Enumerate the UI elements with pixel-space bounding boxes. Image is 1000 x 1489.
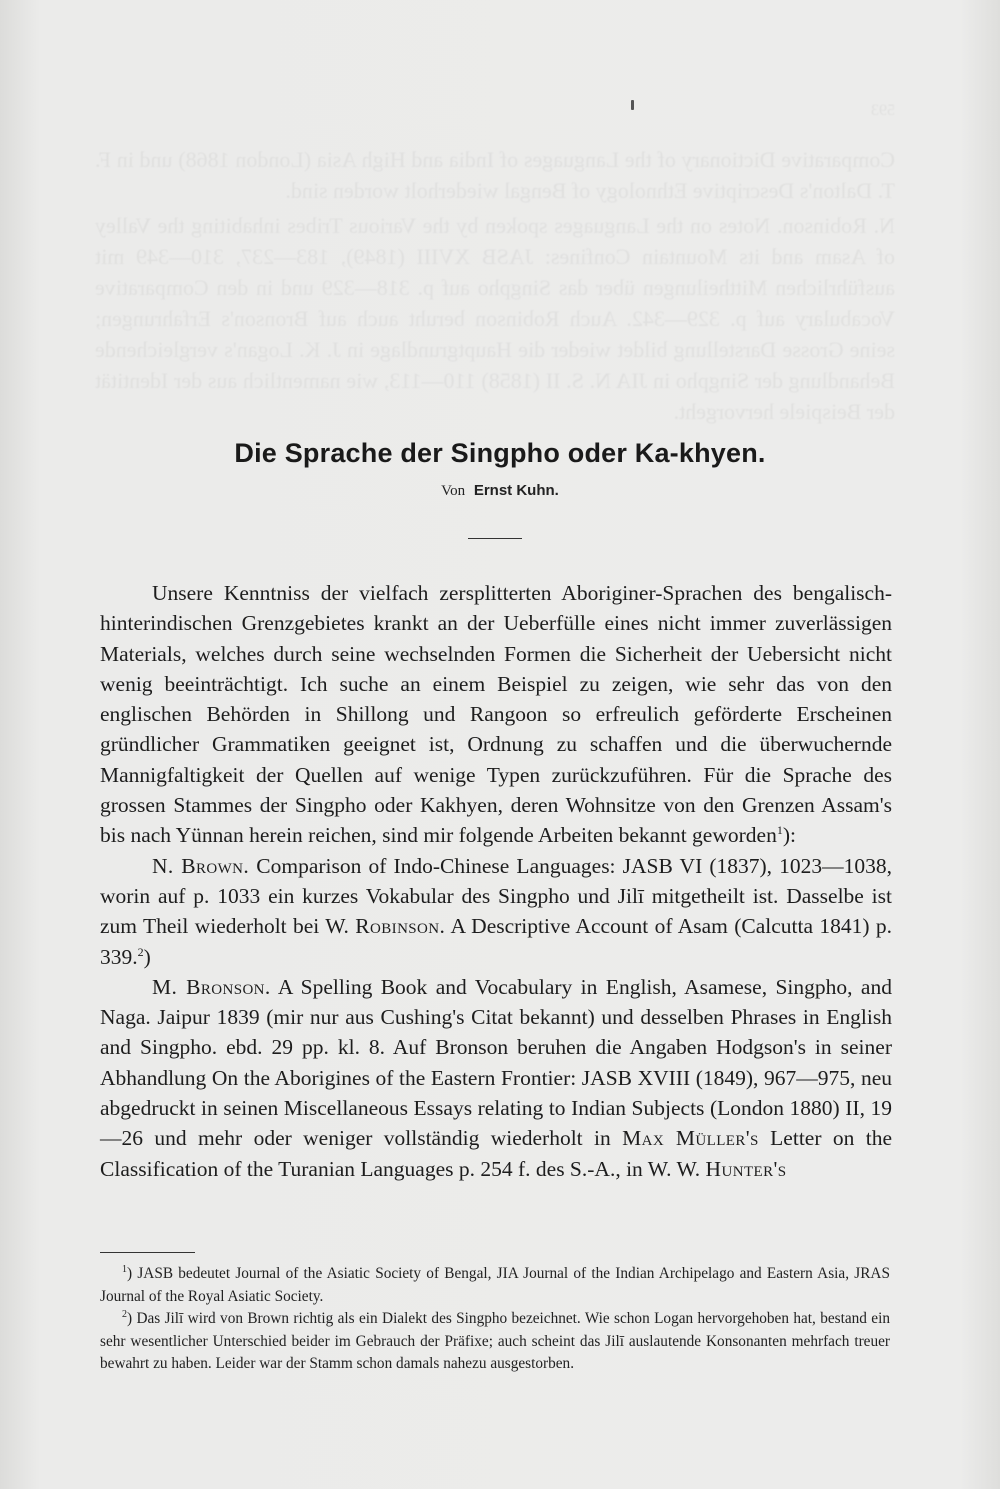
paragraph-bronson-text-b: Letter on the Classification of the Turanian Languages p. 254 f. des S.-A., in W. W. (100, 1126, 893, 1181)
cited-author: Hunter's (705, 1156, 787, 1181)
cited-author: M. Bronson. (152, 974, 271, 999)
paragraph-brown-text-b: A Descriptive Account of Asam (Calcutta 1841) p. 339. (100, 914, 892, 969)
author-prefix: Von (441, 483, 466, 499)
paragraph-bronson (100, 972, 892, 1184)
cited-author: Max Müller's (622, 1126, 759, 1151)
footnote-text: JASB bedeutet Journal of the Asiatic Society of Bengal, JIA Journal of the Indian Archipelago and Eastern Asia, JRAS Journal of the Royal Asiatic Society. (100, 1265, 890, 1305)
author-line (0, 482, 1000, 500)
footnote-divider (100, 1252, 195, 1253)
footnote-ref: 1 (776, 823, 783, 838)
author-name: Ernst Kuhn. (473, 482, 559, 499)
footnote-ref: 2 (137, 944, 144, 959)
cited-author: Robinson. (355, 914, 446, 939)
article-title: Die Sprache der Singpho oder Ka-khyen. (234, 438, 766, 468)
paragraph-brown-end: ) (143, 944, 151, 969)
paragraph-intro (100, 578, 892, 851)
footnote-2: $^2$) Das Jilī wird von Brown richtig als ein Dialekt des Singpho bezeichnet. Wie schon Logan hervorgehoben hat, bestand ein sehr wesentlicher Unterschied beider im Gebrauch der Präfixe; auch scheint das Jilī auslautende Konsonanten mehrfach treuer bewahrt zu haben. Leider war der Stamm schon damals nahezu ausgestorben. (100, 1308, 890, 1372)
footnote-marker: 1 (122, 1263, 127, 1275)
paragraph-bronson-text-a: A Spelling Book and Vocabulary in English, Asamese, Singpho, and Naga. Jaipur 1839 (mir nur aus Cushing's Citat bekannt) und desselben Phrases in English and Singpho. ebd. 29 pp. kl. 8. Auf Bronson beruhen die Angaben Hodgson's in seiner Abhandlung On the Aborigines of the Eastern Frontier: JASB XVIII (1849), 967—975, neu abgedruckt in seinen Miscellaneous Essays relating to Indian Subjects (London 1880) II, 19—26 und mehr oder weniger vollständig wiederholt in (100, 974, 892, 1151)
bleed-through-text (95, 95, 895, 445)
bleed-line: N. Robinson. Notes on the Languages spoken by the Various Tribes inhabiting the Valley of Asam and its Mountain Confines: JASB XVIII (1849), 183—237, 310—349 mit ausführlichen Mittheilungen über das Singpho auf p. 318—329 und in den Comparative Vocabulary auf p. 329—342. Auch Robinson beruht auch auf Bronson's Erfahrungen; seine Grosse Darstellung bildet wieder die Hauptgrundlage in J. K. Logan's vergleichende Behandlung der Singpho in JIA N. S. II (1858) 110—113, wie namentlich aus der Identität der Beispiele hervorgeht. (95, 213, 895, 424)
cited-author: N. Brown. (152, 853, 250, 878)
ink-speck (631, 100, 634, 110)
paragraph-brown-text-a: Comparison of Indo-Chinese Languages: JASB VI (1837), 1023—1038, worin auf p. 1033 ein kurzes Vokabular des Singpho und Jilī mitgetheilt ist. Dasselbe ist zum Theil wiederholt bei W. (100, 853, 893, 939)
paragraph-intro-text: Unsere Kenntniss der vielfach zersplitterten Aboriginer-Sprachen des bengalisch-hinterindischen Grenzgebietes krankt an der Ueberfülle eines nicht immer zuverlässigen Materials, welches durch seine wechselnden Formen die Sicherheit der Uebersicht nicht wenig beeinträchtigt. Ich suche an einem Beispiel zu zeigen, wie sehr das von den englischen Behörden in Shillong und Rangoon so erfreulich geförderte Erscheinen gründlicher Grammatiken geeignet ist, Ordnung zu schaffen und die überwuchernde Mannigfaltigkeit der Quellen auf wenige Typen zurückzuführen. Für die Sprache des grossen Stammes der Singpho oder Kakhyen, deren Wohnsitze von den Grenzen Assam's bis nach Yünnan herein reichen, sind mir folgende Arbeiten bekannt geworden (100, 581, 892, 848)
title-divider (468, 538, 522, 539)
footnote-marker: 2 (122, 1308, 127, 1320)
footnotes (100, 1263, 890, 1376)
bleed-page-number: 593 (871, 102, 895, 119)
bleed-line: Comparative Dictionary of the Languages of India and High Asia (London 1868) und in F. T. Dalton's Descriptive Ethnology of Bengal wiederholt worden sind. (95, 147, 895, 203)
article-body (100, 578, 892, 1184)
paragraph-intro-end: ): (782, 823, 796, 848)
footnote-1: $^1$) JASB bedeutet Journal of the Asiatic Society of Bengal, JIA Journal of the Indian Archipelago and Eastern Asia, JRAS Journal of the Royal Asiatic Society. (100, 1263, 890, 1305)
paragraph-brown (100, 851, 892, 972)
footnote-text: Das Jilī wird von Brown richtig als ein Dialekt des Singpho bezeichnet. Wie schon Logan hervorgehoben hat, bestand ein sehr wesentlicher Unterschied beider im Gebrauch der Präfixe; auch scheint das Jilī auslautende Konsonanten mehrfach treuer bewahrt zu haben. Leider war der Stamm schon damals nahezu ausgestorben. (100, 1310, 890, 1372)
